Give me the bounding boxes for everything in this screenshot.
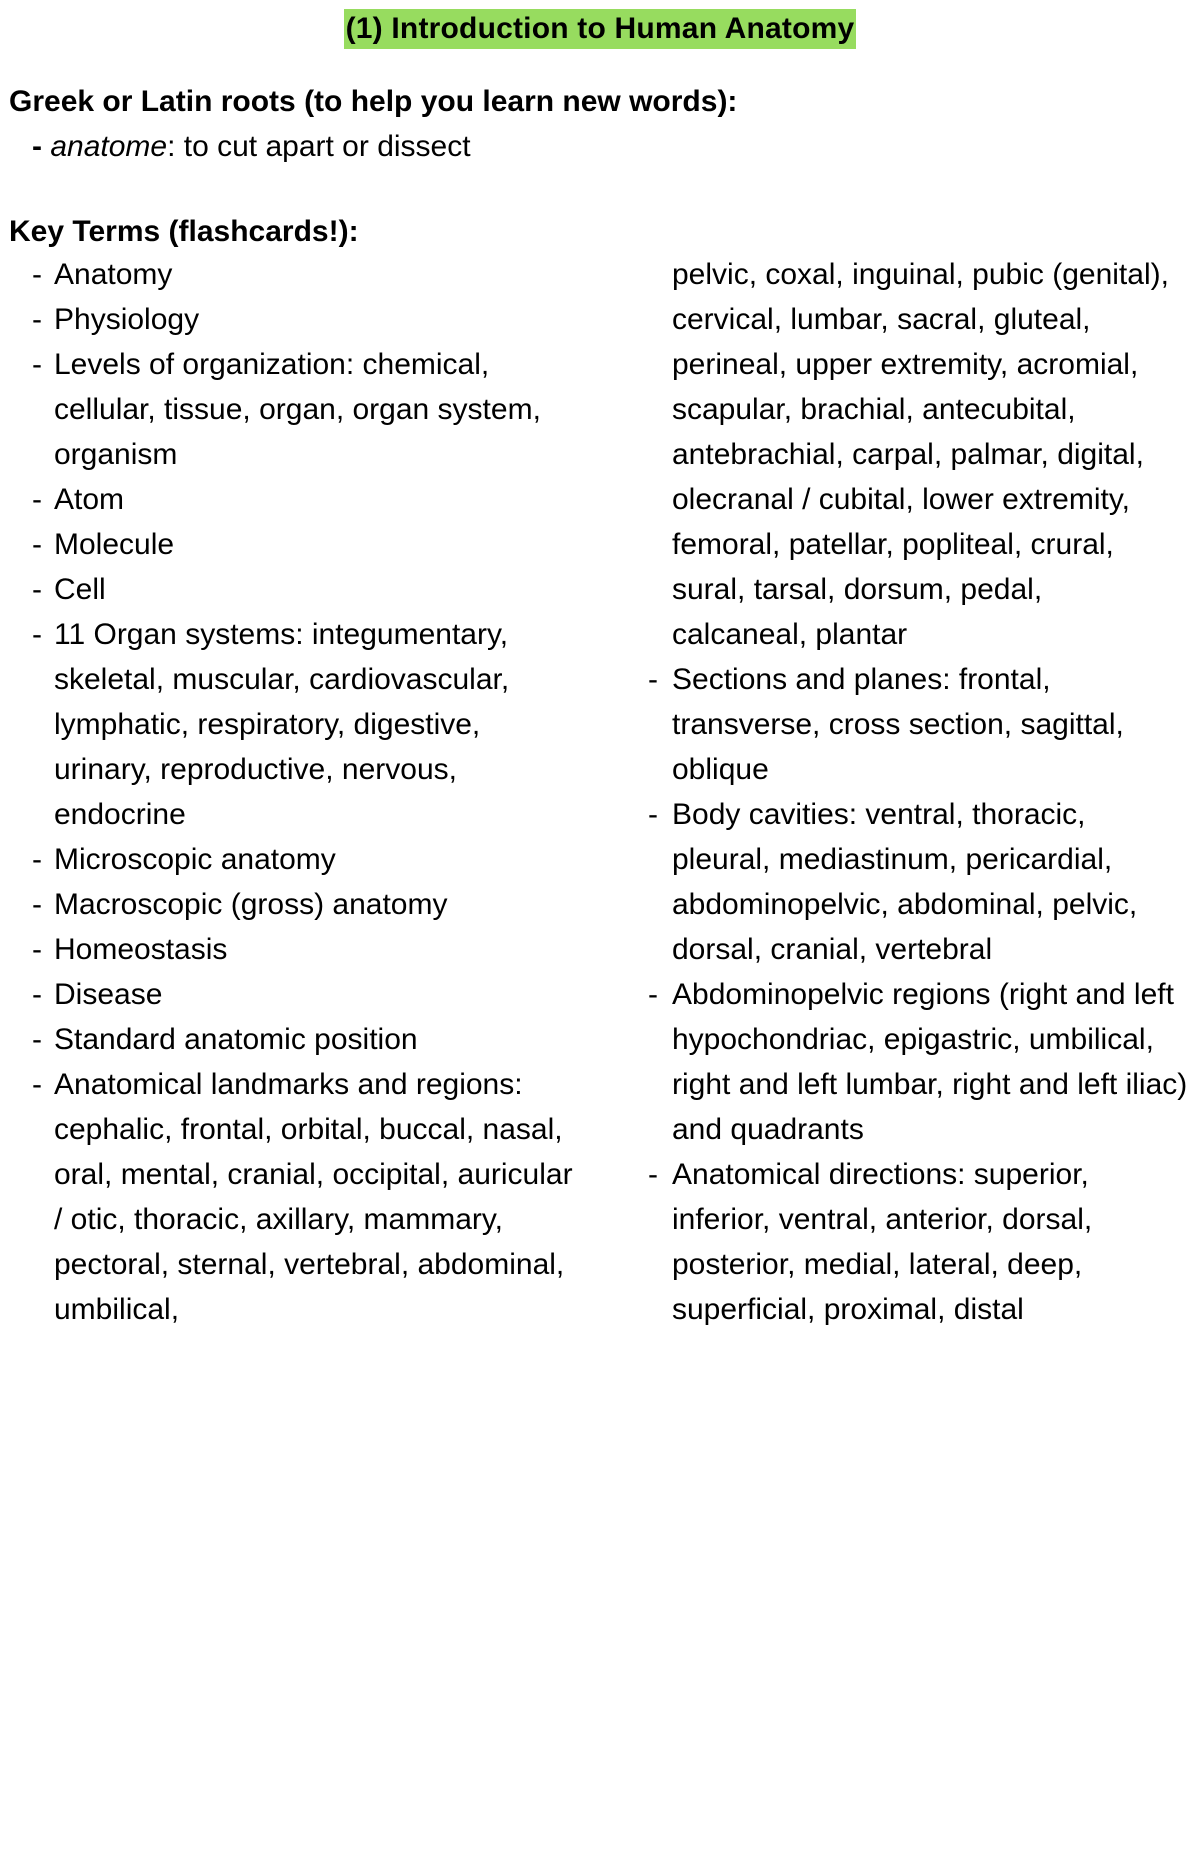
term-text: Disease (54, 978, 163, 1011)
list-item (32, 1017, 632, 1062)
list-item (32, 927, 632, 972)
term-text: Cell (54, 573, 106, 606)
root-item (32, 127, 471, 167)
term-text: Molecule (54, 528, 175, 561)
list-dash: - (32, 303, 42, 336)
list-item (32, 1062, 584, 1332)
term-text: Body cavities: ventral, thoracic, pleural, mediastinum, pericardial, abdominopelvic, abdominal, pelvic, dorsal, cranial, vertebral (672, 798, 1138, 966)
key-terms-heading: Key Terms (flashcards!): (9, 215, 359, 248)
list-item (648, 1152, 1172, 1332)
key-terms-right-column (648, 252, 1193, 1332)
list-item (32, 972, 632, 1017)
list-item-continuation: pelvic, coxal, inguinal, pubic (genital), cervical, lumbar, sacral, gluteal, perineal, upper extremity, acromial, scapular, brachial, antecubital, antebrachial, carpal, palmar, digital, olecranal / cubital, lower extremity, femoral, patellar, popliteal, crural, sural, tarsal, dorsum, pedal, calcaneal, plantar (672, 258, 1169, 651)
list-item (648, 657, 1172, 792)
list-item (32, 882, 632, 927)
list-dash: - (32, 483, 42, 516)
list-dash: - (648, 978, 658, 1011)
term-text: 11 Organ systems: integumentary, skeletal, muscular, cardiovascular, lymphatic, respiratory, digestive, urinary, reproductive, nervous, endocrine (54, 618, 510, 831)
list-dash: - (32, 1023, 42, 1056)
list-item (32, 342, 574, 477)
list-item (32, 252, 632, 297)
key-terms-left-column (32, 252, 632, 1332)
term-text: Anatomical landmarks and regions: cephalic, frontal, orbital, buccal, nasal, oral, mental, cranial, occipital, auricular / otic, thoracic, axillary, mammary, pectoral, sternal, vertebral, abdominal, umbilical, (54, 1068, 573, 1326)
term-text: Atom (54, 483, 125, 516)
title-wrap (0, 9, 1200, 49)
term-text: Abdominopelvic regions (right and left hypochondriac, epigastric, umbilical, right and left lumbar, right and left iliac) and quadrants (672, 978, 1188, 1146)
list-dash: - (32, 573, 42, 606)
list-dash: - (648, 1158, 658, 1191)
list-item (32, 567, 632, 612)
list-item (32, 837, 632, 882)
list-item (32, 522, 632, 567)
list-dash: - (648, 798, 658, 831)
list-dash: - (648, 663, 658, 696)
term-text: Microscopic anatomy (54, 843, 336, 876)
term-text: Anatomical directions: superior, inferior, ventral, anterior, dorsal, posterior, medial, lateral, deep, superficial, proximal, distal (672, 1158, 1093, 1326)
root-dash: - (32, 130, 42, 163)
term-text: Homeostasis (54, 933, 228, 966)
list-dash: - (32, 618, 42, 651)
root-term: anatome (50, 130, 168, 163)
list-dash: - (32, 1068, 42, 1101)
list-dash: - (32, 888, 42, 921)
list-dash: - (32, 258, 42, 291)
list-dash: - (32, 348, 42, 381)
list-dash: - (32, 843, 42, 876)
term-text: Macroscopic (gross) anatomy (54, 888, 448, 921)
term-text: Levels of organization: chemical, cellular, tissue, organ, organ system, organism (54, 348, 541, 471)
list-item (32, 297, 632, 342)
list-item (32, 612, 554, 837)
page-title: (1) Introduction to Human Anatomy (344, 9, 857, 49)
roots-heading: Greek or Latin roots (to help you learn new words): (9, 85, 738, 118)
list-dash: - (32, 978, 42, 1011)
term-text: Sections and planes: frontal, transverse, cross section, sagittal, oblique (672, 663, 1124, 786)
list-item (648, 972, 1192, 1152)
term-text: Standard anatomic position (54, 1023, 418, 1056)
term-text: Anatomy (54, 258, 173, 291)
list-dash: - (32, 933, 42, 966)
list-dash: - (32, 528, 42, 561)
list-item (32, 477, 632, 522)
list-item (648, 792, 1192, 972)
term-text: Physiology (54, 303, 200, 336)
root-definition: : to cut apart or dissect (167, 130, 471, 163)
